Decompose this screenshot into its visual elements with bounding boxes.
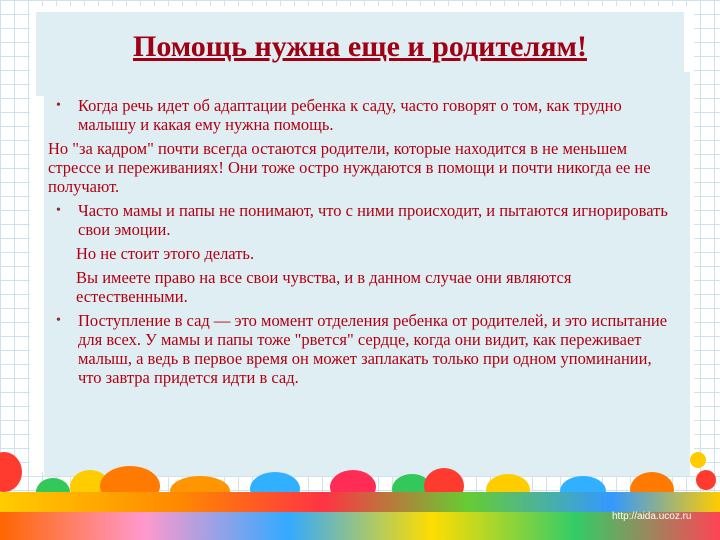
paragraph-6 [48,311,678,387]
paragraph-text: Но "за кадром" почти всегда остаются родители, которые находится в не меньшем стрессе и переживаниях! Они тоже остро нуждаются в помощи и почти никогда ее не получают. [48,139,651,196]
paragraph-text: Часто мамы и папы не понимают, что с ними происходит, и пытаются игнорировать свои эмоции. [78,201,668,239]
paragraph-1 [48,96,678,134]
bullet-icon: • [56,98,61,113]
slide-content [48,96,678,392]
decor-stripe [0,492,720,512]
paragraph-text: Поступление в сад — это момент отделения ребенка от родителей, и это испытание для всех. У мамы и папы тоже "рвется" сердце, когда они видит, как переживает малыш, а ведь в первое время он может заплакать только при одном упоминании, что завтра придется идти в сад. [78,311,668,387]
paragraph-text: Но не стоит этого делать. [76,244,255,263]
paragraph-2 [48,139,678,196]
paragraph-text: Вы имеете право на все свои чувства, и в данном случае они являются естественными. [76,268,572,306]
paragraph-text: Когда речь идет об адаптации ребенка к саду, часто говорят о том, как трудно малышу и какая ему нужна помощь. [78,96,622,134]
paragraph-3 [48,201,678,239]
paragraph-5 [48,268,678,306]
bullet-icon: • [56,203,61,218]
watermark: http://aida.ucoz.ru [612,511,692,522]
decor-ball [690,452,706,468]
decor-ball [696,470,716,490]
slide-title: Помощь нужна еще и родителям! [133,30,587,63]
decor-ball [0,452,22,492]
paragraph-4 [48,244,678,263]
bullet-icon: • [56,313,61,328]
